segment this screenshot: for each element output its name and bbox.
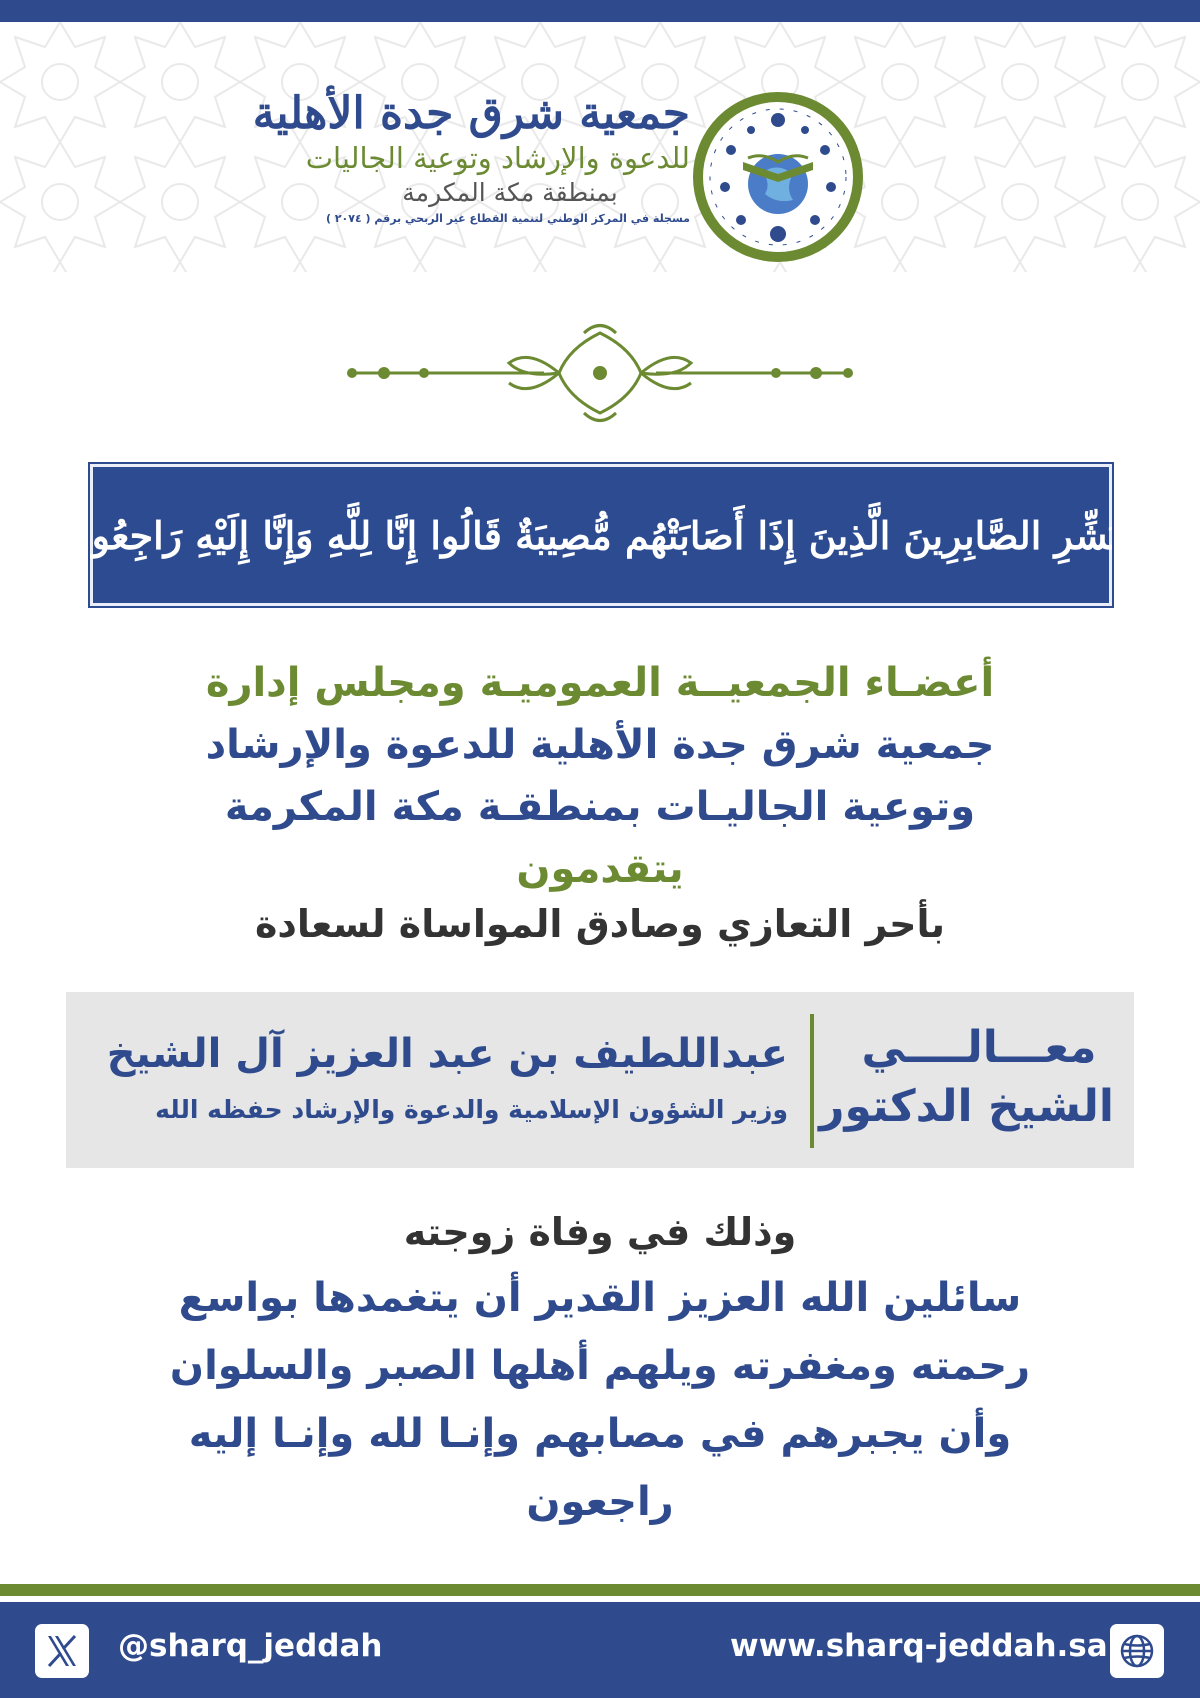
message-line-prayer-4: راجعون bbox=[526, 1479, 674, 1525]
organization-name-block bbox=[252, 88, 690, 258]
honoree-title-sheikh-doctor: الشيخ الدكتور bbox=[819, 1081, 1114, 1132]
intro-line-association: جمعية شرق جدة الأهلية للدعوة والإرشاد bbox=[205, 722, 995, 768]
honoree-name: عبداللطيف بن عبد العزيز آل الشيخ bbox=[106, 1031, 788, 1077]
message-line-prayer-3: وأن يجبرهم في مصابهم وإنـا لله وإنـا إليه bbox=[188, 1411, 1012, 1457]
message-line-prayer-1: سائلين الله العزيز القدير أن يتغمدها بواسع bbox=[178, 1275, 1022, 1321]
organization-name: جمعية شرق جدة الأهلية bbox=[252, 88, 690, 139]
organization-region: بمنطقة مكة المكرمة bbox=[402, 178, 618, 207]
honoree-title-excellency: معـــالــــي bbox=[861, 1022, 1097, 1073]
intro-line-members: أعضـاء الجمعيــة العموميـة ومجلس إدارة bbox=[205, 660, 995, 706]
quran-verse-banner bbox=[63, 464, 1139, 606]
footer-bar bbox=[0, 1602, 1200, 1698]
intro-line-condolences: بأحر التعازي وصادق المواساة لسعادة bbox=[254, 902, 946, 946]
x-icon[interactable] bbox=[35, 1624, 89, 1678]
registration-note: مسجلة في المركز الوطني لتنمية القطاع غير الربحي برقم ( ٢٠٧٤ ) bbox=[325, 212, 690, 225]
honoree-title-block bbox=[819, 1020, 1114, 1138]
footer-green-stripe bbox=[0, 1584, 1200, 1596]
honoree-box bbox=[66, 992, 1134, 1168]
top-bar bbox=[0, 0, 1200, 22]
message-line-prayer-2: رحمته ومغفرته ويلهم أهلها الصبر والسلوان bbox=[169, 1343, 1031, 1389]
logo-emblem-icon bbox=[693, 92, 863, 262]
website-link[interactable]: www.sharq-jeddah.sa bbox=[730, 1628, 1108, 1664]
social-handle-link[interactable]: @sharq_jeddah bbox=[118, 1628, 383, 1664]
quran-verse-text: وَبَشِّرِ الصَّابِرِينَ الَّذِينَ إِذَا أَصَابَتْهُم مُّصِيبَةٌ قَالُوا إِنَّا لِلَّهِ وَإِنَّا إِلَيْهِ رَاجِعُونَ bbox=[63, 512, 1139, 558]
floral-divider-ornament bbox=[344, 318, 856, 428]
organization-tagline: للدعوة والإرشاد وتوعية الجاليات bbox=[305, 141, 690, 175]
globe-icon[interactable] bbox=[1110, 1624, 1164, 1678]
honoree-name-block bbox=[88, 1026, 788, 1138]
honoree-role: وزير الشؤون الإسلامية والدعوة والإرشاد حفظه الله bbox=[155, 1095, 788, 1124]
honoree-divider bbox=[810, 1014, 814, 1148]
intro-line-region: وتوعية الجاليـات بمنطقـة مكة المكرمة bbox=[224, 784, 976, 830]
message-line-occasion: وذلك في وفاة زوجته bbox=[403, 1210, 797, 1254]
intro-line-offer: يتقدمون bbox=[516, 846, 684, 892]
